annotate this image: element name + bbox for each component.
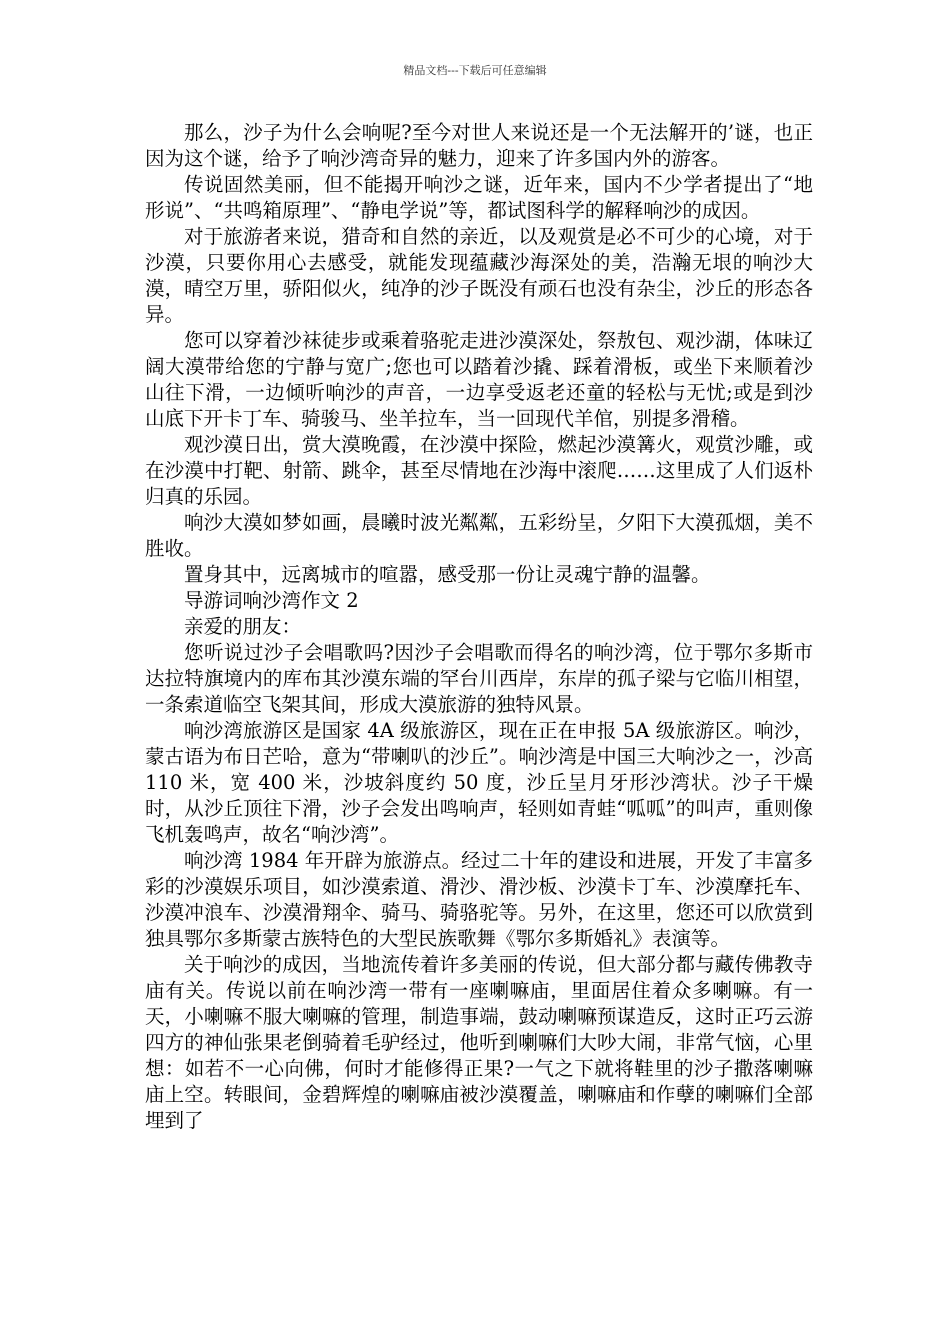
paragraph: 响沙湾 1984 年开辟为旅游点。经过二十年的建设和进展，开发了丰富多彩的沙漠娱乐项目，如沙漠索道、滑沙、滑沙板、沙漠卡丁车、沙漠摩托车、沙漠冲浪车、沙漠滑翔伞、骑马、骑骆驼等。另外，在这里，您还可以欣赏到独具鄂尔多斯蒙古族特色的大型民族歌舞《鄂尔多斯婚礼》表演等。 bbox=[145, 849, 813, 950]
salutation: 亲爱的朋友： bbox=[184, 615, 302, 638]
document-body bbox=[145, 120, 820, 1134]
paragraph: 观沙漠日出，赏大漠晚霞，在沙漠中探险，燃起沙漠篝火，观赏沙雕，或在沙漠中打靶、射箭、跳伞，甚至尽情地在沙海中滚爬……这里成了人们返朴归真的乐园。 bbox=[145, 433, 813, 508]
section-title: 导游词响沙湾作文 2 bbox=[184, 589, 359, 612]
paragraph: 关于响沙的成因，当地流传着许多美丽的传说，但大部分都与藏传佛教寺庙有关。传说以前在响沙湾一带有一座喇嘛庙，里面居住着众多喇嘛。有一天，小喇嘛不服大喇嘛的管理，制造事端，鼓动喇嘛预谋造反，这时正巧云游四方的神仙张果老倒骑着毛驴经过，他听到喇嘛们大吵大闹，非常气恼，心里想：如若不一心向佛，何时才能修得正果?一气之下就将鞋里的沙子撒落喇嘛庙上空。转眼间，金碧辉煌的喇嘛庙被沙漠覆盖，喇嘛庙和作孽的喇嘛们全部埋到了 bbox=[145, 953, 813, 1132]
paragraph: 置身其中，远离城市的喧嚣，感受那一份让灵魂宁静的温馨。 bbox=[184, 563, 711, 586]
page-header: 精品文档---下载后可任意编辑 bbox=[403, 64, 547, 77]
paragraph: 对于旅游者来说，猎奇和自然的亲近，以及观赏是必不可少的心境，对于沙漠，只要你用心去感受，就能发现蕴藏沙海深处的美，浩瀚无垠的响沙大漠，晴空万里，骄阳似火，纯净的沙子既没有顽石也没有杂尘，沙丘的形态各异。 bbox=[145, 225, 813, 326]
paragraph: 您听说过沙子会唱歌吗?因沙子会唱歌而得名的响沙湾，位于鄂尔多斯市达拉特旗境内的库布其沙漠东端的罕台川西岸，东岸的孤子梁与它临川相望，一条索道临空飞架其间，形成大漠旅游的独特风景。 bbox=[145, 641, 813, 716]
paragraph: 响沙湾旅游区是国家 4A 级旅游区，现在正在申报 5A 级旅游区。响沙，蒙古语为布日芒哈，意为“带喇叭的沙丘”。响沙湾是中国三大响沙之一，沙高 110 米，宽 400 米，沙坡斜度约 50 度，沙丘呈月牙形沙湾状。沙子干燥时，从沙丘顶往下滑，沙子会发出鸣响声，轻则如青蛙“呱呱”的叫声，重则像飞机轰鸣声，故名“响沙湾”。 bbox=[145, 719, 820, 846]
paragraph: 您可以穿着沙袜徒步或乘着骆驼走进沙漠深处，祭敖包、观沙湖，体味辽阔大漠带给您的宁静与宽广;您也可以踏着沙撬、踩着滑板，或坐下来顺着沙山往下滑，一边倾听响沙的声音，一边享受返老还童的轻松与无忧;或是到沙山底下开卡丁车、骑骏马、坐羊拉车，当一回现代羊倌，别提多滑稽。 bbox=[145, 329, 813, 430]
paragraph: 响沙大漠如梦如画，晨曦时波光粼粼，五彩纷呈，夕阳下大漠孤烟，美不胜收。 bbox=[145, 511, 813, 560]
paragraph: 那么，沙子为什么会响呢?至今对世人来说还是一个无法解开的’谜，也正因为这个谜，给予了响沙湾奇异的魅力，迎来了许多国内外的游客。 bbox=[145, 121, 813, 170]
paragraph: 传说固然美丽，但不能揭开响沙之谜，近年来，国内不少学者提出了“地形说”、“共鸣箱原理”、“静电学说”等，都试图科学的解释响沙的成因。 bbox=[145, 173, 813, 222]
